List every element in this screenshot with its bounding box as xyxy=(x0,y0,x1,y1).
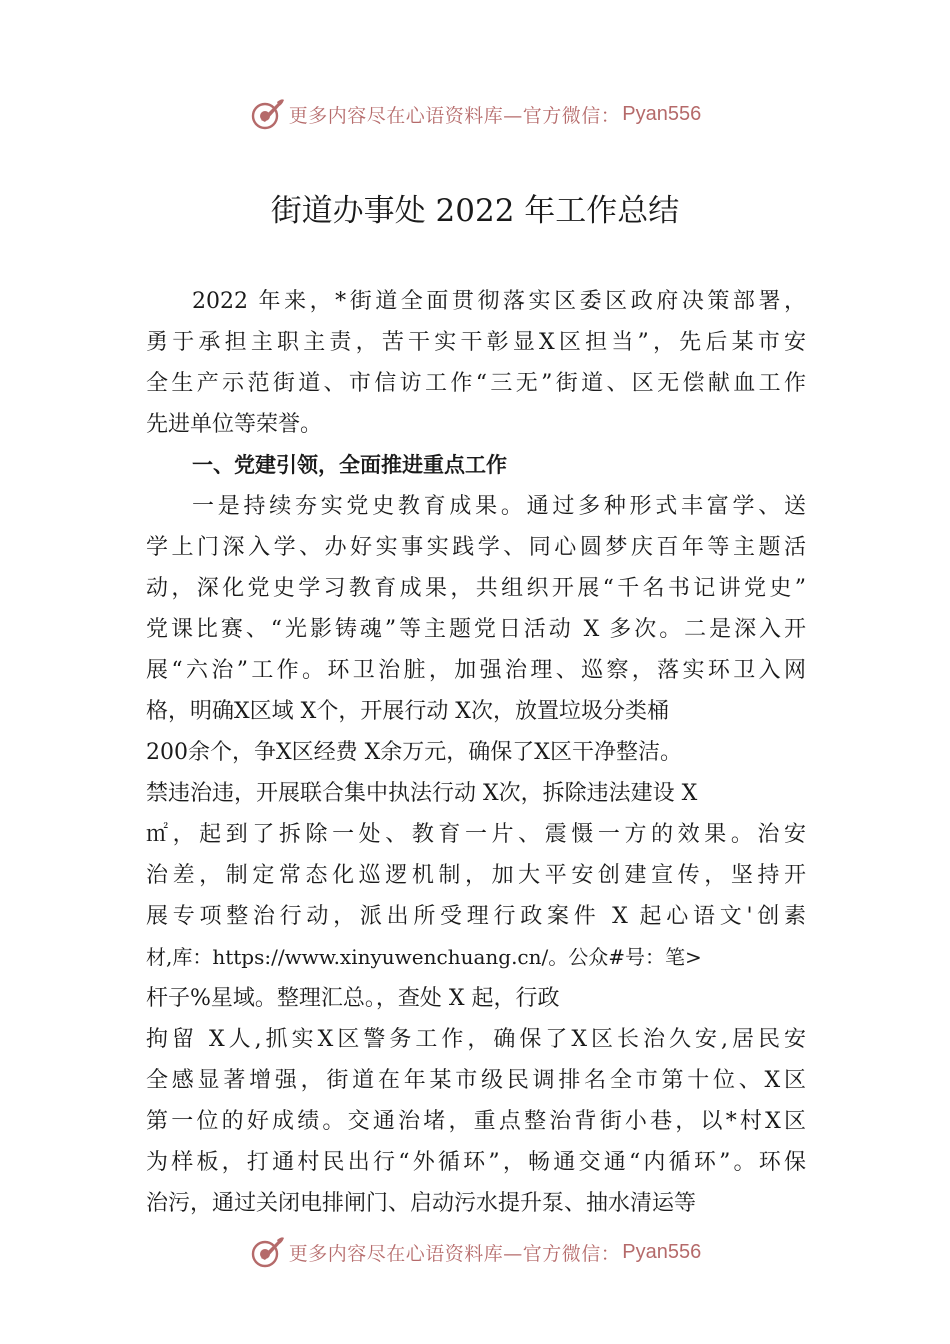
body-line: 全生产示范街道、市信访工作“三无”街道、区无偿献血工作 xyxy=(146,371,806,396)
body-line: 禁违治违，开展联合集中执法行动 X次，拆除违法建设 X xyxy=(146,781,698,806)
body-line: ㎡，起到了拆除一处、教育一片、震慑一方的效果。治安 xyxy=(146,822,806,847)
body-line: 格，明确X区域 X个，开展行动 X次，放置垃圾分类桶 xyxy=(146,699,669,724)
body-line: 党课比赛、“光影铸魂”等主题党日活动 X 多次。二是深入开 xyxy=(146,617,806,642)
watermark-wechat-id: Pyan556 xyxy=(622,102,702,125)
body-line: 勇于承担主职主责，苦干实干彰显X区担当”，先后某市安 xyxy=(146,330,806,355)
body-line: 展“六治”工作。环卫治脏，加强治理、巡察，落实环卫入网 xyxy=(146,658,806,683)
watermark-banner-bottom xyxy=(0,1232,950,1272)
body-line: 展专项整治行动，派出所受理行政案件 X 起心语文'创素 xyxy=(146,904,806,929)
watermark-text: 更多内容尽在心语资料库—官方微信： xyxy=(288,104,621,127)
body-line: 治差，制定常态化巡逻机制，加大平安创建宣传，坚持开 xyxy=(146,863,806,888)
watermark-text: 更多内容尽在心语资料库—官方微信： xyxy=(288,1242,621,1265)
body-line: 先进单位等荣誉。 xyxy=(146,412,323,437)
body-line: 杆子%星域。整理汇总。，查处 X 起，行政 xyxy=(146,986,560,1011)
body-line: 一是持续夯实党史教育成果。通过多种形式丰富学、送 xyxy=(192,494,806,519)
quill-seal-icon xyxy=(249,1234,285,1270)
body-line: 学上门深入学、办好实事实践学、同心圆梦庆百年等主题活 xyxy=(146,535,806,560)
body-line: 为样板，打通村民出行“外循环”，畅通交通“内循环”。环保 xyxy=(146,1150,806,1175)
watermark-banner-top xyxy=(0,94,950,134)
section-heading: 一、党建引领，全面推进重点工作 xyxy=(192,453,507,477)
body-line: 材,库：https://www.xinyuwenchuang.cn/。公众#号：笔> xyxy=(146,945,702,969)
quill-seal-icon xyxy=(249,96,285,132)
body-line: 动，深化党史学习教育成果，共组织开展“千名书记讲党史” xyxy=(146,576,806,601)
watermark-wechat-id: Pyan556 xyxy=(622,1240,702,1263)
document-title: 街道办事处 2022 年工作总结 xyxy=(270,193,680,229)
body-line: 第一位的好成绩。交通治堵，重点整治背街小巷，以*村X区 xyxy=(146,1109,806,1134)
body-line: 200余个，争X区经费 X余万元，确保了X区干净整洁。 xyxy=(146,740,682,765)
body-line: 全感显著增强，街道在年某市级民调排名全市第十位、X区 xyxy=(146,1068,806,1093)
body-line: 2022 年来，*街道全面贯彻落实区委区政府决策部署， xyxy=(192,289,806,314)
document-body xyxy=(146,281,806,1224)
body-line: 拘留 X人,抓实X区警务工作，确保了X区长治久安,居民安 xyxy=(146,1027,806,1052)
body-line: 治污，通过关闭电排闸门、启动污水提升泵、抽水清运等 xyxy=(146,1191,697,1216)
